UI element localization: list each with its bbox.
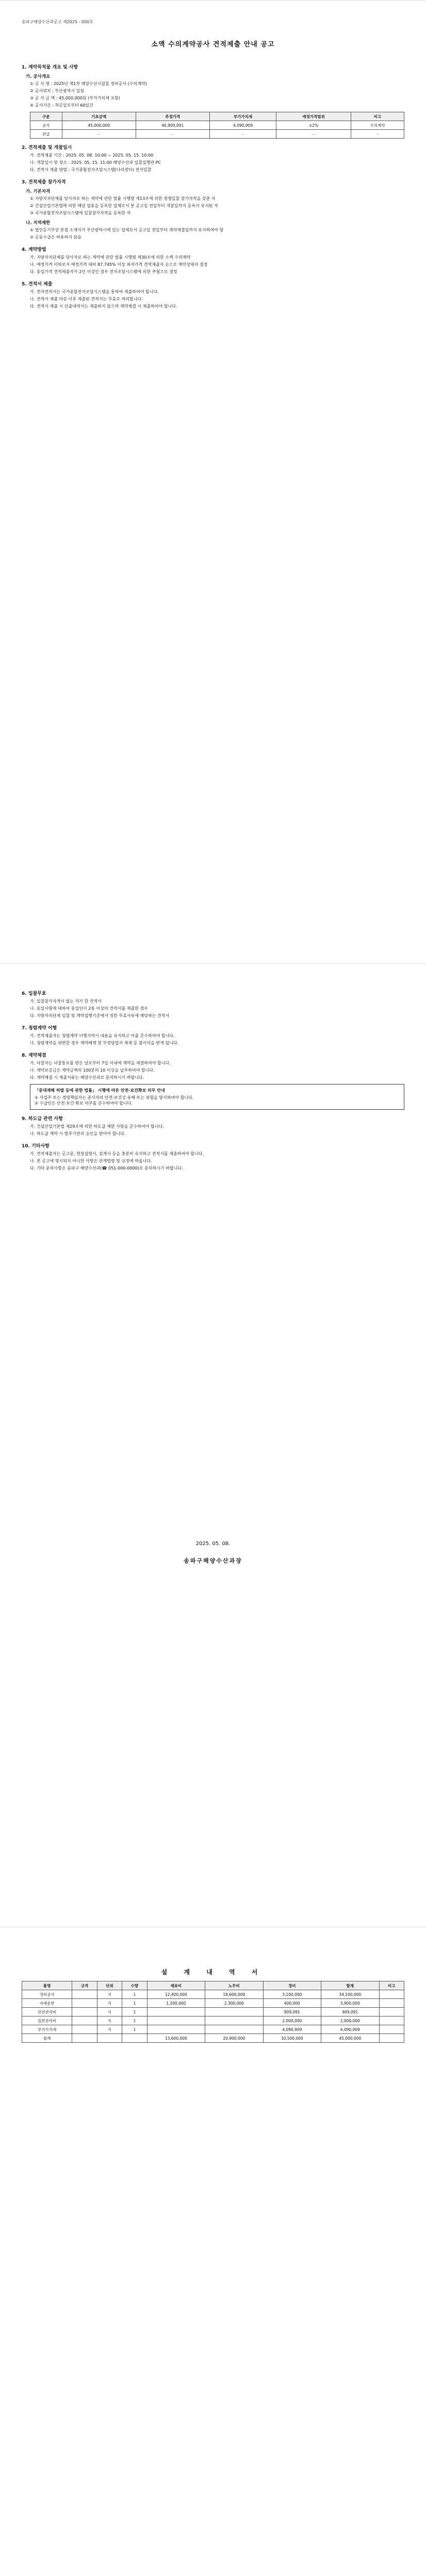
- table-cell: 수의계약: [351, 121, 404, 130]
- notice-date: 2025. 05. 08.: [195, 1541, 231, 1547]
- text-line: 나. 청렴계약을 위반한 경우 계약해제 및 부정당업자 제재 등 불이익을 받게 됩니다.: [30, 1041, 179, 1045]
- text-line: ① 지방자치단체를 당사자로 하는 계약에 관한 법률 시행령 제13조에 의한 경쟁입찰 참가자격을 갖춘 자: [30, 196, 216, 201]
- text-line: 나. 개찰일시 및 장소 : 2025. 05. 15. 11:00 해양수산과 입찰집행관 PC: [30, 160, 161, 165]
- table-cell: [147, 2025, 205, 2034]
- table-header-row: [22, 1981, 404, 1990]
- text-line: 가. 건설산업기본법 제29조에 의한 하도급 제한 사항을 준수하여야 합니다.: [30, 1124, 164, 1129]
- table-cell: [147, 2016, 205, 2025]
- table-cell: 식: [97, 2025, 122, 2034]
- table-cell: 안전관리비: [22, 2008, 72, 2016]
- text-line: 나. 본 공고에 명시되지 아니한 사항은 관계법령 및 규정에 따릅니다.: [30, 1159, 152, 1163]
- table-cell: 부가가치세: [22, 2025, 72, 2034]
- table-cell: 2,000,000: [263, 2016, 321, 2025]
- table-cell: 자재운반: [22, 1999, 72, 2008]
- table-cell: [72, 2034, 97, 2043]
- text-line: ③ 공 사 금 액 : 45,000,000원 (부가가치세 포함): [30, 96, 120, 100]
- text-line: 가. 견적제출 기간 : 2025. 05. 08. 10:00 ~ 2025. 05. 15. 10:00: [30, 153, 154, 158]
- text-line: 가. 입찰참가자격이 없는 자가 한 견적서: [30, 999, 102, 1004]
- text-line: 나. 계약보증금은 계약금액의 100분의 10 이상을 납부하여야 합니다.: [30, 1068, 155, 1073]
- table-cell: 식: [97, 2008, 122, 2016]
- budget-table: [30, 112, 404, 139]
- table-cell: 식: [97, 1990, 122, 1999]
- text-line: 가. 낙찰자는 낙찰통보를 받은 날로부터 7일 이내에 계약을 체결하여야 합니다.: [30, 1061, 171, 1065]
- column-header: 예정가격범위: [276, 112, 351, 121]
- notice-body: [22, 58, 404, 311]
- text-line: ② 수급인은 안전·보건 확보 의무를 준수하여야 합니다.: [35, 1101, 133, 1106]
- column-header: 경비: [263, 1981, 321, 1990]
- table-cell: [379, 2034, 404, 2043]
- page-1: [0, 0, 426, 964]
- column-header: 수량: [122, 1981, 147, 1990]
- table-cell: [72, 1999, 97, 2008]
- table-cell: 12,400,000: [147, 1990, 205, 1999]
- table-row: [22, 2034, 404, 2043]
- page-3: [0, 1927, 426, 2576]
- text-line: 나. 동일사항에 대하여 동일인이 2통 이상의 견적서를 제출한 경우: [30, 1006, 148, 1011]
- safety-notice-title: 「중대재해 처벌 등에 관한 법률」 시행에 따른 안전·보건확보 의무 안내: [35, 1088, 165, 1093]
- budget-table-wrap: [30, 112, 404, 139]
- table-cell: 식: [97, 2016, 122, 2025]
- table-cell: [205, 2025, 263, 2034]
- text-line: 다. 견적서 제출 방법 : 국가종합전자조달시스템(나라장터) 전자입찰: [30, 167, 152, 172]
- table-row: [30, 121, 404, 130]
- table-cell: 10,500,000: [263, 2034, 321, 2043]
- table-cell: 34,100,000: [321, 1990, 379, 1999]
- table-cell: 1: [122, 2016, 147, 2025]
- table-cell: [97, 2034, 122, 2043]
- design-statement-title: 설 계 내 역 서: [161, 1969, 265, 1976]
- table-cell: 합계: [22, 2034, 72, 2043]
- section-heading: 1. 계약목적물 개요 및 사항: [22, 65, 78, 70]
- column-header: 추정가격: [136, 112, 209, 121]
- issuing-organization: 송파구해양수산과장: [184, 1557, 242, 1564]
- table-cell: 909,091: [263, 2008, 321, 2016]
- text-line: ① 공 사 명 : 2025년 제1차 해양수산시설물 정비공사 (수의계약): [30, 81, 147, 86]
- table-cell: 정비공사: [22, 1990, 72, 1999]
- column-header: 기초금액: [62, 112, 136, 121]
- table-row: [22, 1999, 404, 2008]
- table-cell: 1: [122, 2008, 147, 2016]
- table-cell: [72, 2025, 97, 2034]
- table-row: [22, 1990, 404, 1999]
- table-cell: [379, 2025, 404, 2034]
- column-header: 비고: [379, 1981, 404, 1990]
- section-heading: 8. 계약체결: [22, 1053, 46, 1058]
- table-cell: 1: [122, 1990, 147, 1999]
- text-line: 가. 전자견적서는 국가종합전자조달시스템을 통하여 제출하여야 합니다.: [30, 290, 159, 294]
- table-cell: 식: [97, 1999, 122, 2008]
- table-cell: 4,090,909: [321, 2025, 379, 2034]
- table-row: [22, 2025, 404, 2034]
- table-cell: 공사: [30, 121, 62, 130]
- column-header: 단위: [97, 1981, 122, 1990]
- section-heading: 10. 기타사항: [22, 1144, 50, 1149]
- text-line: 다. 동일가격 견적제출자가 2인 이상인 경우 전자조달시스템에 의한 추첨으로 결정: [30, 269, 177, 274]
- table-cell: 45,000,000: [321, 2034, 379, 2043]
- table-cell: 4,090,909: [209, 121, 276, 130]
- design-statement-table: [22, 1981, 404, 2043]
- table-cell: -: [209, 130, 276, 139]
- table-cell: 45,000,000: [62, 121, 136, 130]
- section-heading: 4. 계약방법: [22, 247, 46, 252]
- subsection-heading: 가. 공사개요: [26, 74, 51, 79]
- text-line: 나. 예정가격 이하로서 예정가격 대비 87.745% 이상 최저가격 견적제출자 순으로 계약상대자 결정: [30, 262, 208, 267]
- table-cell: 관급: [30, 130, 62, 139]
- table-cell: 13,600,000: [147, 2034, 205, 2043]
- table-cell: 일반관리비: [22, 2016, 72, 2025]
- text-line: ② 공동수급은 허용하지 않음: [30, 235, 81, 240]
- table-cell: [205, 2008, 263, 2016]
- table-cell: 909,091: [321, 2008, 379, 2016]
- table-header-row: [30, 112, 404, 121]
- table-cell: [122, 2034, 147, 2043]
- table-cell: [72, 1990, 97, 1999]
- table-cell: -: [276, 130, 351, 139]
- table-cell: 1: [122, 2025, 147, 2034]
- table-cell: [379, 2008, 404, 2016]
- text-line: ③ 국가종합전자조달시스템에 입찰참가자격을 등록한 자: [30, 211, 131, 215]
- table-cell: ±2%: [276, 121, 351, 130]
- table-cell: [379, 1990, 404, 1999]
- table-row: [30, 130, 404, 139]
- notice-body-continued: [22, 985, 404, 1173]
- text-line: 다. 기타 문의사항은 송파구 해양수산과(☎ 051-000-0000)로 문의하시기 바랍니다.: [30, 1166, 183, 1171]
- text-line: 가. 견적제출자는 청렴계약 이행서약서 내용을 숙지하고 이를 준수하여야 합니다.: [30, 1033, 175, 1038]
- text-line: 가. 견적제출자는 공고문, 현장설명서, 설계서 등을 충분히 숙지하고 견적서를 제출하여야 합니다.: [30, 1151, 204, 1156]
- table-cell: -: [62, 130, 136, 139]
- table-cell: 18,600,000: [205, 1990, 263, 1999]
- column-header: 구분: [30, 112, 62, 121]
- safety-notice-box: [30, 1084, 404, 1110]
- table-cell: [72, 2016, 97, 2025]
- text-line: 다. 지방자치단체 입찰 및 계약집행기준에서 정한 무효사유에 해당하는 견적서: [30, 1013, 170, 1018]
- section-heading: 5. 견적서 제출: [22, 282, 53, 287]
- table-cell: [147, 2008, 205, 2016]
- column-header: 재료비: [147, 1981, 205, 1990]
- document-reference: 송파구해양수산과공고 제2025 - 000호: [22, 20, 93, 24]
- page-2: [0, 963, 426, 1927]
- table-cell: 1,200,000: [147, 1999, 205, 2008]
- design-statement-rows: [22, 1990, 404, 2043]
- text-line: 나. 견적서 제출 마감 이후 제출된 견적서는 무효로 처리합니다.: [30, 297, 143, 301]
- table-row: [22, 2008, 404, 2016]
- table-cell: 3,900,000: [321, 1999, 379, 2008]
- text-line: ① 법인등기부상 본점 소재지가 부산광역시에 있는 업체로서 공고일 전일부터 계약체결일까지 유지하여야 함: [30, 228, 224, 232]
- table-cell: [205, 2016, 263, 2025]
- table-cell: -: [351, 130, 404, 139]
- table-cell: [379, 1999, 404, 2008]
- text-line: ② 건설산업기본법에 의한 해당 업종을 등록한 업체로서 본 공고일 전일부터 개찰일까지 등록이 유지된 자: [30, 204, 218, 208]
- section-heading: 6. 입찰무효: [22, 991, 46, 996]
- text-line: ② 공사위치 : 부산광역시 일원: [30, 89, 85, 93]
- text-line: 다. 견적서 제출 시 산출내역서는 제출하지 않으며 계약체결 시 제출하여야 합니다.: [30, 304, 177, 309]
- text-line: 다. 계약체결 시 제출서류는 해양수산과로 문의하시기 바랍니다.: [30, 1075, 144, 1080]
- subsection-heading: 나. 지역제한: [26, 221, 51, 226]
- table-cell: [379, 2016, 404, 2025]
- column-header: 품명: [22, 1981, 72, 1990]
- text-line: ① 사업주 또는 경영책임자는 종사자의 안전·보건상 유해 또는 위험을 방지하여야 합니다.: [35, 1095, 194, 1100]
- section-heading: 9. 하도급 관련 사항: [22, 1116, 63, 1122]
- section-heading: 7. 청렴계약 이행: [22, 1026, 57, 1031]
- document-title: 소액 수의계약공사 견적제출 안내 공고: [151, 41, 275, 48]
- table-cell: 40,909,091: [136, 121, 209, 130]
- text-line: ④ 공사기간 : 착공일로부터 60일간: [30, 103, 93, 108]
- table-cell: 20,900,000: [205, 2034, 263, 2043]
- section-heading: 2. 견적제출 및 개찰일시: [22, 145, 72, 150]
- column-header: 합계: [321, 1981, 379, 1990]
- text-line: 나. 하도급 계약 시 발주기관의 승인을 받아야 합니다.: [30, 1131, 126, 1136]
- column-header: 부가가치세: [209, 112, 276, 121]
- table-cell: 2,000,000: [321, 2016, 379, 2025]
- table-cell: 2,300,000: [205, 1999, 263, 2008]
- column-header: 비고: [351, 112, 404, 121]
- table-cell: 4,090,909: [263, 2025, 321, 2034]
- column-header: 규격: [72, 1981, 97, 1990]
- table-cell: 400,000: [263, 1999, 321, 2008]
- table-cell: 3,100,000: [263, 1990, 321, 1999]
- table-cell: [72, 2008, 97, 2016]
- table-row: [22, 2016, 404, 2025]
- design-statement-table-wrap: [22, 1981, 404, 2043]
- table-cell: -: [136, 130, 209, 139]
- section-heading: 3. 견적제출 참가자격: [22, 180, 66, 185]
- subsection-heading: 가. 기본자격: [26, 189, 51, 194]
- column-header: 노무비: [205, 1981, 263, 1990]
- text-line: 가. 지방자치단체를 당사자로 하는 계약에 관한 법률 시행령 제30조에 의한 소액 수의계약: [30, 255, 191, 260]
- table-cell: 1: [122, 1999, 147, 2008]
